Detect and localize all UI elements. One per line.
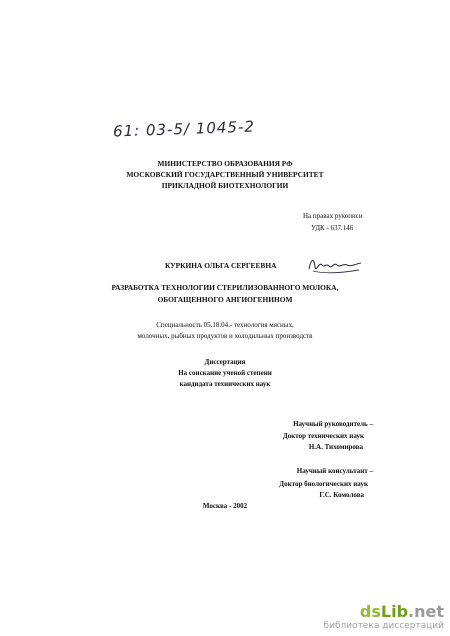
header-university: МОСКОВСКИЙ ГОСУДАРСТВЕННЫЙ УНИВЕРСИТЕТ — [126, 170, 324, 179]
dissertation-title-line1: РАЗРАБОТКА ТЕХНОЛОГИИ СТЕРИЛИЗОВАННОГО МОЛОКА, — [111, 283, 339, 292]
supervisor-name: Н.А. Тихомирова — [308, 443, 363, 451]
logo-subtitle: библиотека диссертаций — [323, 621, 444, 631]
consultant-name: Г.С. Комолова — [319, 491, 364, 499]
dslib-logo — [324, 603, 444, 621]
author-signature — [305, 253, 365, 277]
udc-code: УДК - 637.146 — [311, 224, 354, 232]
rights-notice: На правах рукописи — [303, 212, 363, 220]
handwritten-archive-number: 61: 03-5/ 1045-2 — [112, 117, 256, 141]
specialty-line1: Специальность 05.18.04.- технология мясных, — [156, 321, 294, 329]
header-university-cont: ПРИКЛАДНОЙ БИОТЕХНОЛОГИИ — [161, 181, 289, 190]
degree-line1: Диссертация — [204, 358, 246, 366]
header-ministry: МИНИСТЕРСТВО ОБРАЗОВАНИЯ РФ — [157, 159, 293, 168]
logo-ds: ds — [359, 602, 381, 621]
degree-line3: кандидата технических наук — [179, 380, 271, 388]
place-year: Москва - 2002 — [202, 502, 248, 510]
specialty-line2: молочных, рыбных продуктов и холодильных производств — [137, 332, 313, 340]
author-name: КУРКИНА ОЛЬГА СЕРГЕЕВНА — [165, 261, 277, 270]
logo-net: .net — [408, 602, 444, 621]
degree-line2: На соискание ученой степени — [178, 369, 272, 377]
dissertation-title-line2: ОБОГАЩЕННОГО АНГИОГЕНИНОМ — [157, 295, 293, 304]
supervisor-role: Научный руководитель – — [293, 420, 373, 428]
consultant-role: Научный консультант – — [296, 467, 373, 475]
supervisor-degree: Доктор технических наук — [282, 432, 364, 440]
consultant-degree: Доктор биологических наук — [279, 480, 368, 488]
dslib-watermark — [324, 603, 444, 632]
logo-lib: Lib — [380, 602, 409, 621]
